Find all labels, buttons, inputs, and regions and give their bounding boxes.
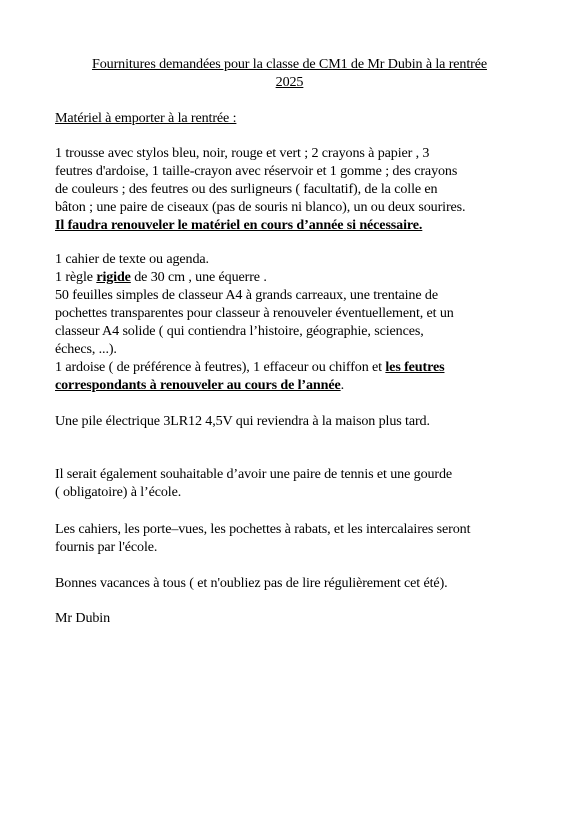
item-agenda: 1 cahier de texte ou agenda. [55, 251, 209, 267]
document-title-line-2: 2025 [275, 74, 304, 90]
item-ardoise-line-2 [55, 377, 344, 395]
item-ardoise-text-end: . [340, 377, 345, 393]
feuilles-paragraph-line: échecs, ...). [55, 341, 117, 357]
item-ardoise-emphasis: les feutres [385, 359, 445, 375]
tennis-line: Il serait également souhaitable d’avoir une paire de tennis et une gourde [55, 466, 453, 482]
item-regle [55, 269, 267, 287]
battery-line: Une pile électrique 3LR12 4,5V qui reviendra à la maison plus tard. [55, 413, 430, 429]
item-regle-emphasis: rigide [96, 269, 131, 285]
feuilles-paragraph-line: 50 feuilles simples de classeur A4 à grands carreaux, une trentaine de [55, 287, 438, 303]
item-regle-text: 1 règle [55, 269, 97, 285]
school-supplied-line: Les cahiers, les porte–vues, les pochettes à rabats, et les intercalaires seront [55, 521, 471, 537]
supplies-paragraph-line: 1 trousse avec stylos bleu, noir, rouge et vert ; 2 crayons à papier , 3 [55, 145, 430, 161]
renew-notice: Il faudra renouveler le matériel en cours d’année si nécessaire. [55, 217, 423, 233]
item-ardoise-emphasis: correspondants à renouveler au cours de l’année [55, 377, 341, 393]
school-supplied-line: fournis par l'école. [55, 539, 158, 555]
feuilles-paragraph-line: classeur A4 solide ( qui contiendra l’histoire, géographie, sciences, [55, 323, 424, 339]
supplies-paragraph-line: de couleurs ; des feutres ou des surligneurs ( facultatif), de la colle en [55, 181, 438, 197]
signature: Mr Dubin [55, 610, 111, 626]
item-ardoise-line-1 [55, 359, 444, 377]
item-regle-text-end: de 30 cm , une équerre . [130, 269, 267, 285]
supplies-paragraph-line: bâton ; une paire de ciseaux (pas de souris ni blanco), un ou deux sourires. [55, 199, 466, 215]
item-ardoise-text: 1 ardoise ( de préférence à feutres), 1 effaceur ou chiffon et [55, 359, 386, 375]
feuilles-paragraph-line: pochettes transparentes pour classeur à renouveler éventuellement, et un [55, 305, 454, 321]
document-title-line-1: Fournitures demandées pour la classe de CM1 de Mr Dubin à la rentrée [92, 56, 487, 72]
farewell-line: Bonnes vacances à tous ( et n'oubliez pas de lire régulièrement cet été). [55, 575, 448, 591]
tennis-line: ( obligatoire) à l’école. [55, 484, 182, 500]
section-heading: Matériel à emporter à la rentrée : [55, 110, 237, 126]
supplies-paragraph-line: feutres d'ardoise, 1 taille-crayon avec réservoir et 1 gomme ; des crayons [55, 163, 458, 179]
